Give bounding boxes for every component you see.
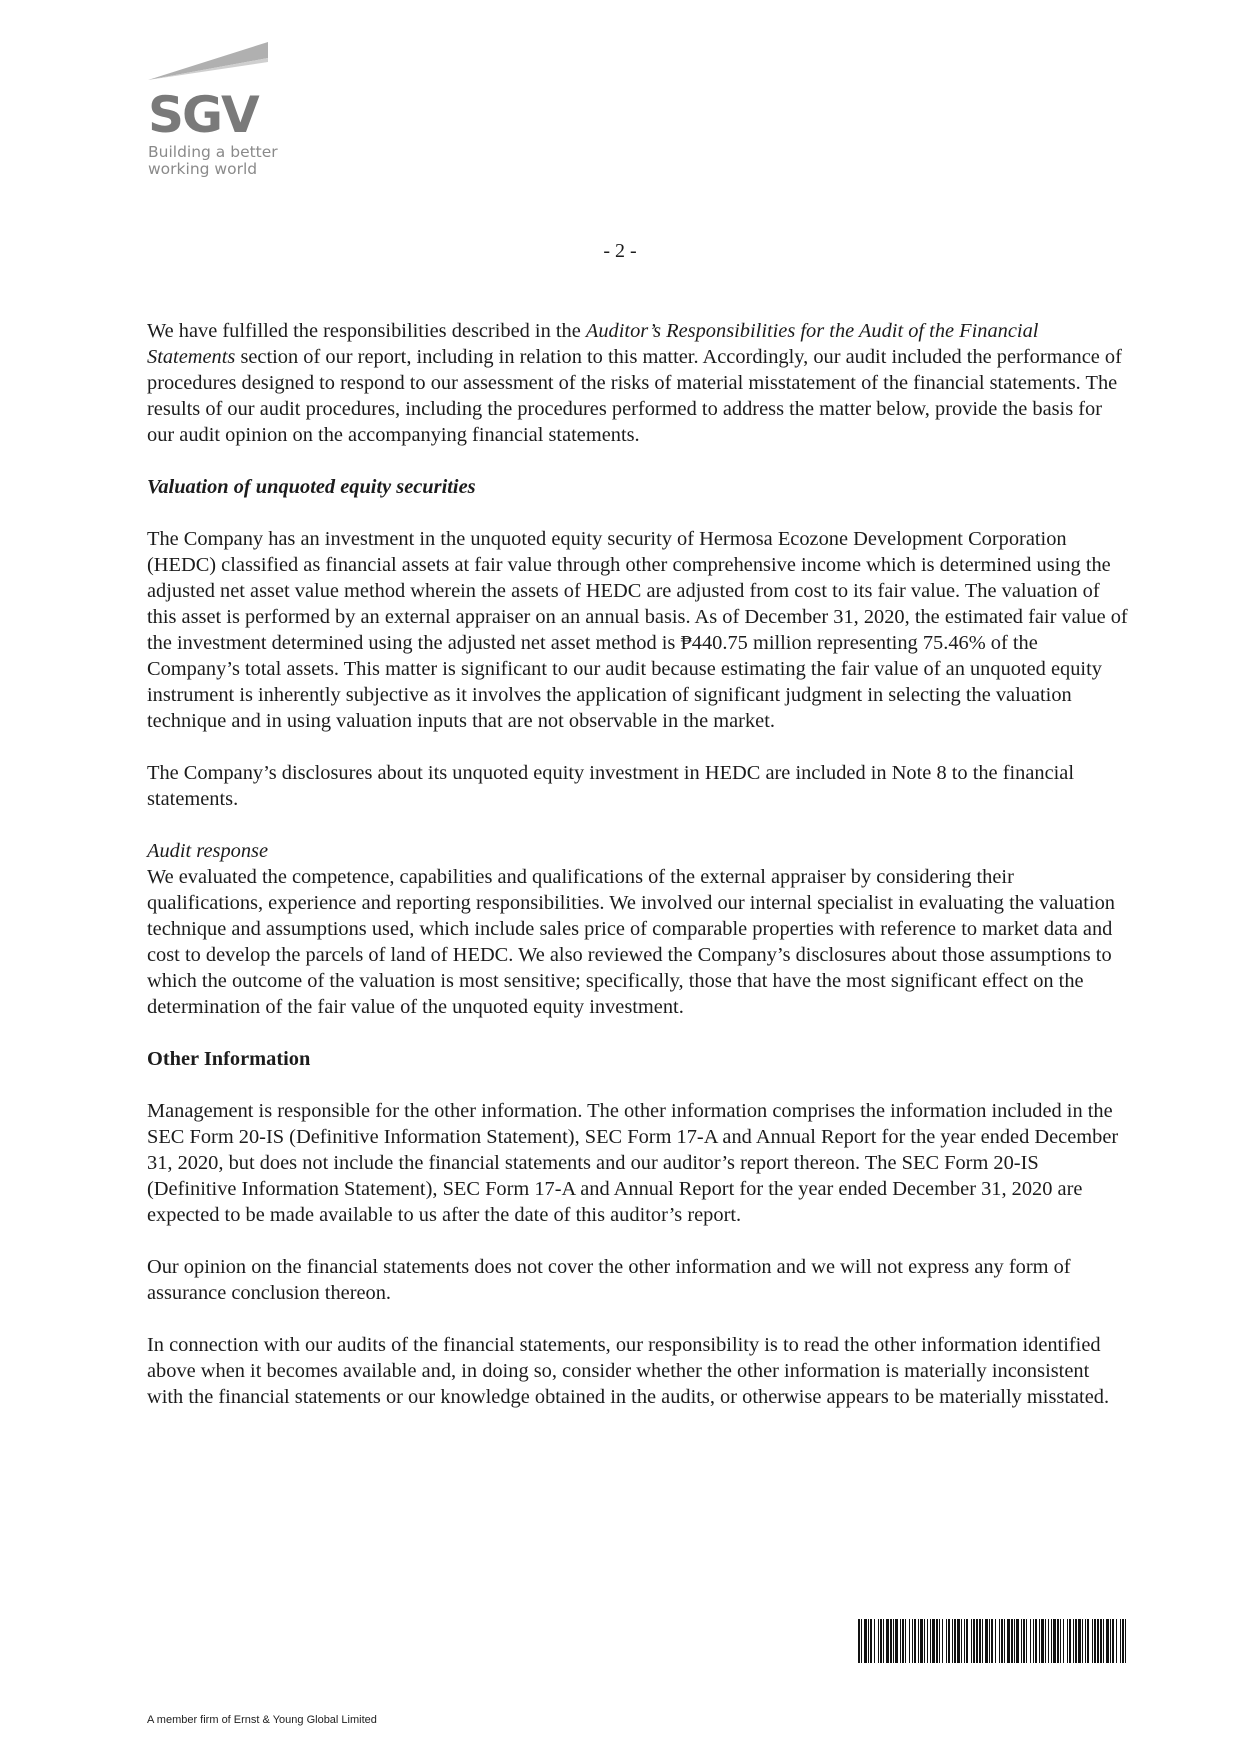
audit-response-paragraph: We evaluated the competence, capabilities and qualifications of the external appraiser by considering their qualifications, experience and reporting responsibilities. We involved our internal specialist in evaluating the valuation technique and assumptions used, which include sales price of comparable properties with reference to market data and cost to develop the parcels of land of HEDC. We also reviewed the Company’s disclosures about those assumptions to which the outcome of the valuation is most sensitive; specifically, those that have the most significant effect on the determination of the fair value of the unquoted equity investment. — [147, 866, 1115, 1018]
valuation-paragraph-2: The Company’s disclosures about its unquoted equity investment in HEDC are included in Note 8 to the financial statements. — [147, 762, 1075, 810]
logo-tagline-line2: working world — [148, 160, 258, 178]
other-information-heading: Other Information — [147, 1048, 311, 1070]
footer-member-firm: A member firm of Ernst & Young Global Limited — [147, 1714, 377, 1726]
other-information-paragraph-3: In connection with our audits of the financial statements, our responsibility is to read the other information identified above when it becomes available and, in doing so, consider whether the other information is materially inconsistent with the financial statements or our knowledge obtained in the audits, or otherwise appears to be materially misstated. — [147, 1334, 1110, 1408]
valuation-heading: Valuation of unquoted equity securities — [147, 476, 476, 498]
intro-section-reference: Auditor’s Responsibilities for the Audit of the Financial Statements — [147, 320, 1039, 368]
page-number: - 2 - — [603, 240, 637, 262]
intro-text-before: We have fulfilled the responsibilities described in the — [147, 320, 586, 342]
logo-brand: SGV — [148, 86, 258, 144]
other-information-paragraph-1: Management is responsible for the other information. The other information comprises the information included in the SEC Form 20-IS (Definitive Information Statement), SEC Form 17-A and Annual Report for the year ended December 31, 2020, but does not include the financial statements and our auditor’s report thereon. The SEC Form 20-IS (Definitive Information Statement), SEC Form 17-A and Annual Report for the year ended December 31, 2020 are expected to be made available to us after the date of this auditor’s report. — [147, 1100, 1119, 1226]
logo-beam-icon — [148, 40, 278, 86]
barcode-icon — [858, 1619, 1128, 1663]
audit-response-label: Audit response — [147, 840, 269, 862]
other-information-paragraph-2: Our opinion on the financial statements does not cover the other information and we will not express any form of assurance conclusion thereon. — [147, 1256, 1071, 1304]
sgv-logo — [148, 40, 288, 190]
logo-tagline — [148, 144, 308, 178]
report-body — [147, 318, 1130, 1436]
intro-paragraph — [147, 318, 1130, 448]
intro-text-after: section of our report, including in relation to this matter. Accordingly, our audit included the performance of procedures designed to respond to our assessment of the risks of material misstatement of the financial statements. The results of our audit procedures, including the procedures performed to address the matter below, provide the basis for our audit opinion on the accompanying financial statements. — [147, 346, 1122, 446]
valuation-paragraph-1: The Company has an investment in the unquoted equity security of Hermosa Ecozone Development Corporation (HEDC) classified as financial assets at fair value through other comprehensive income which is determined using the adjusted net asset value method wherein the assets of HEDC are adjusted from cost to its fair value. The valuation of this asset is performed by an external appraiser on an annual basis. As of December 31, 2020, the estimated fair value of the investment determined using the adjusted net asset method is ₱440.75 million representing 75.46% of the Company’s total assets. This matter is significant to our audit because estimating the fair value of an unquoted equity instrument is inherently subjective as it involves the application of significant judgment in selecting the valuation technique and in using valuation inputs that are not observable in the market. — [147, 528, 1128, 732]
logo-tagline-line1: Building a better — [148, 143, 278, 161]
